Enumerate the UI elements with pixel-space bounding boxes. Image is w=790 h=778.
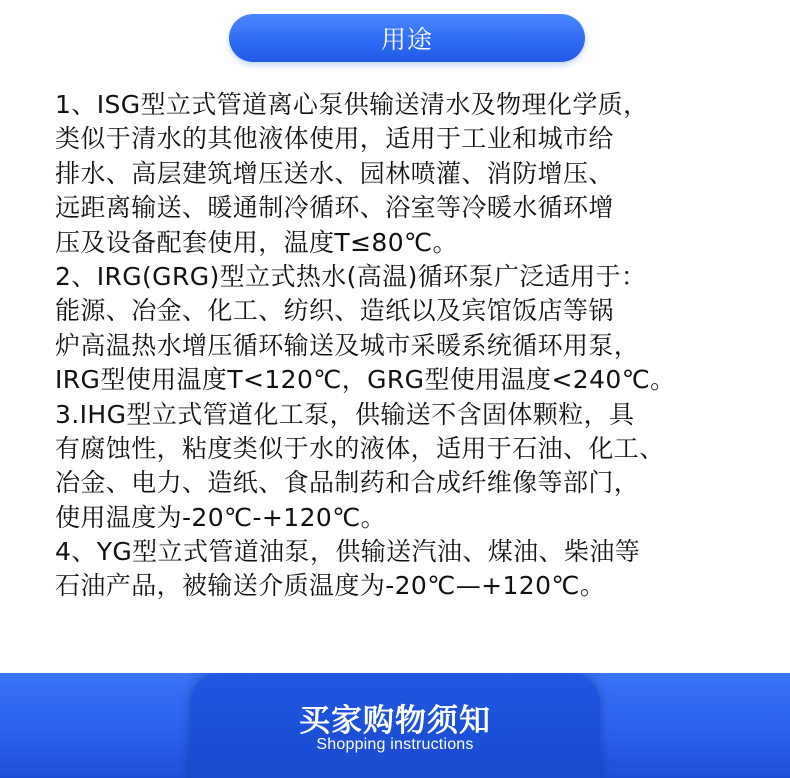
usage-description xyxy=(55,88,785,604)
description-line: 使用温度为-20℃-+120℃。 xyxy=(55,502,387,532)
description-line: 类似于清水的其他液体使用，适用于工业和城市给 xyxy=(55,124,614,154)
description-line: 排水、高层建筑增压送水、园林喷灌、消防增压、 xyxy=(55,158,614,188)
description-line: 能源、冶金、化工、纺织、造纸以及宾馆饭店等锅 xyxy=(55,296,614,326)
shopping-instructions-footer xyxy=(0,673,790,778)
description-line: 1、ISG型立式管道离心泵供输送清水及物理化学质， xyxy=(55,90,649,119)
description-line: 4、YG型立式管道油泵，供输送汽油、煤油、柴油等 xyxy=(55,537,641,567)
description-line: 远距离输送、暖通制冷循环、浴室等冷暖水循环增 xyxy=(55,193,614,223)
description-line: 炉高温热水增压循环输送及城市采暖系统循环用泵， xyxy=(55,330,640,360)
description-line: 3.IHG型立式管道化工泵，供输送不含固体颗粒，具 xyxy=(55,399,635,429)
description-line: IRG型使用温度T<120℃，GRG型使用温度<240℃。 xyxy=(55,365,676,395)
section-title-banner xyxy=(229,14,585,62)
description-line: 冶金、电力、造纸、食品制药和合成纤维像等部门， xyxy=(55,468,640,498)
description-line: 2、IRG(GRG)型立式热水(高温)循环泵广泛适用于： xyxy=(55,261,647,291)
description-line: 压及设备配套使用，温度T≤80℃。 xyxy=(55,227,458,257)
footer-subtitle: Shopping instructions xyxy=(316,736,474,753)
section-title: 用途 xyxy=(380,25,433,54)
description-line: 有腐蚀性，粘度类似于水的液体，适用于石油、化工、 xyxy=(55,433,665,463)
description-line: 石油产品，被输送介质温度为-20℃—+120℃。 xyxy=(55,571,606,601)
footer-title: 买家购物须知 xyxy=(299,703,491,739)
